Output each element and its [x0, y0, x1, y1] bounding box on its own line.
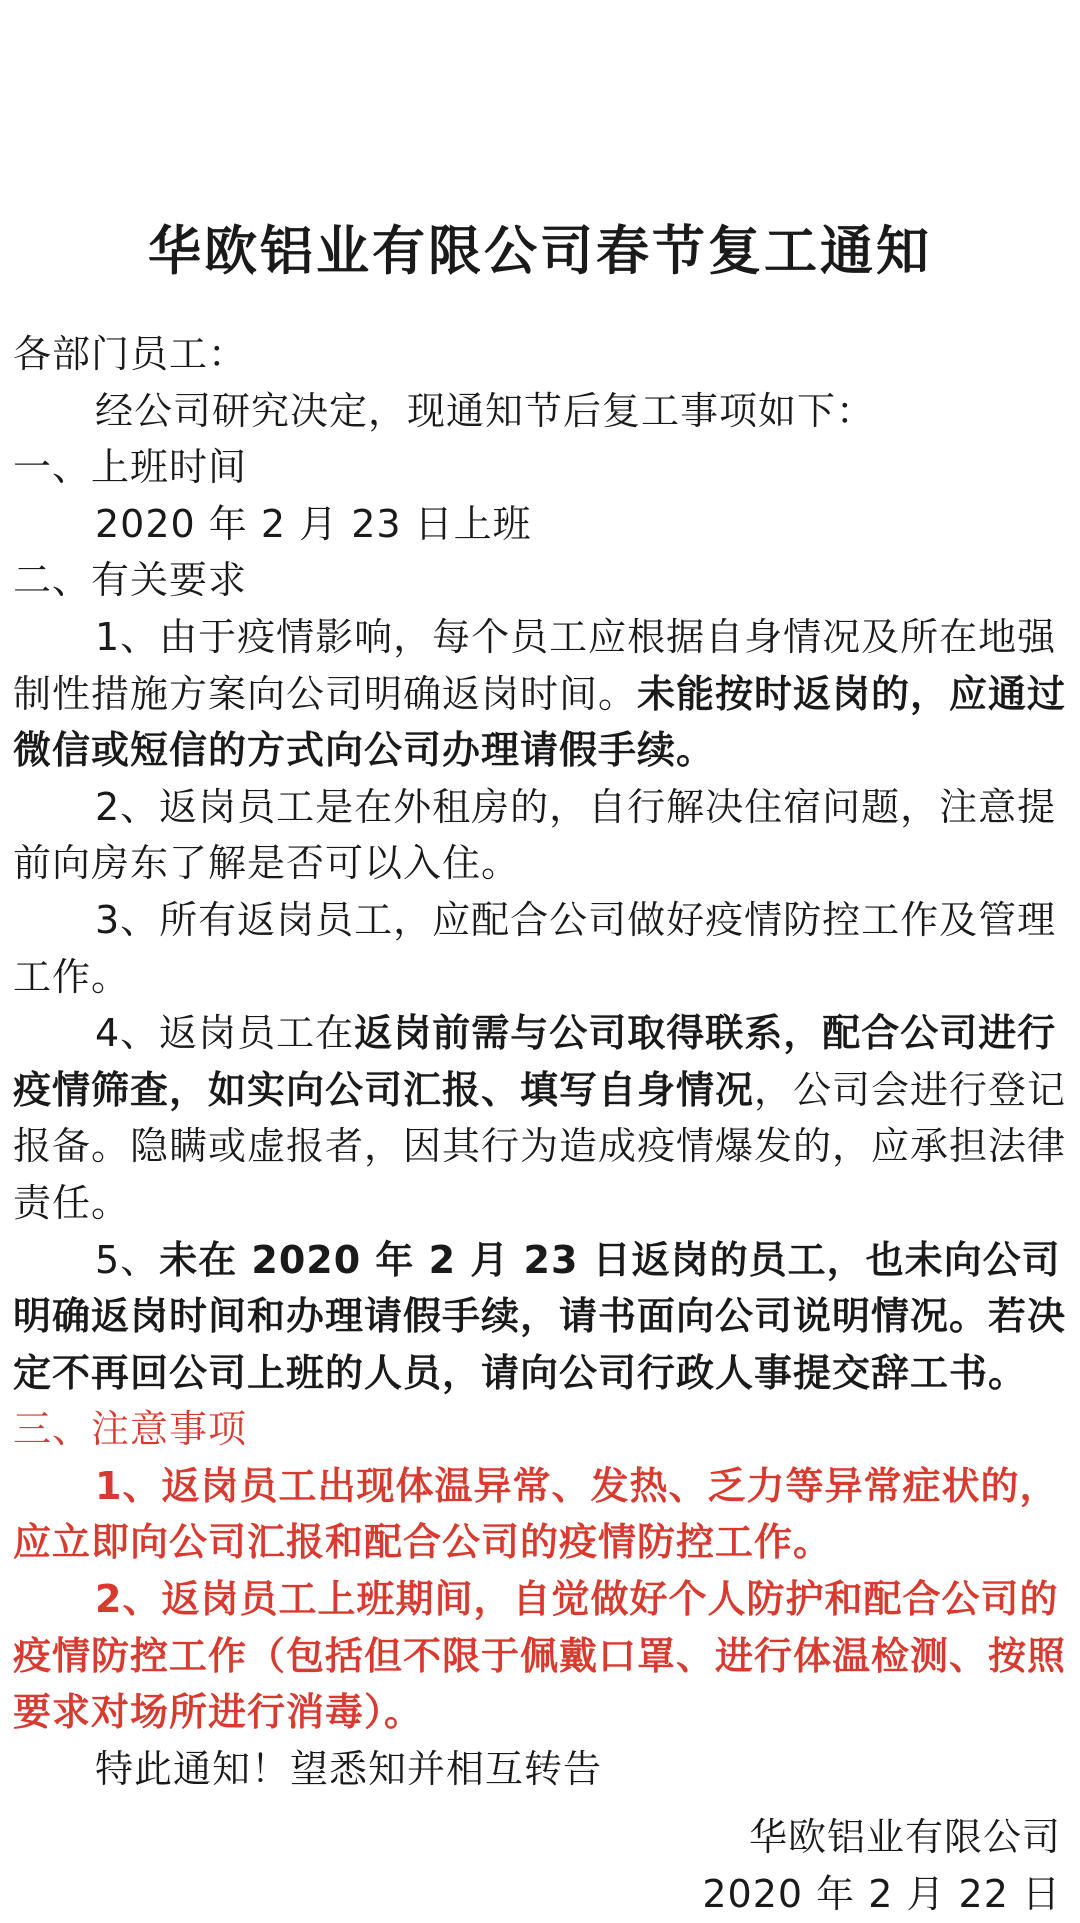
requirement-item-1-bold: 未能按时返岗的，应通过微信或短信的方式向公司办理请假手续。: [13, 671, 1067, 773]
work-start-date: 2020 年 2 月 23 日上班: [95, 501, 532, 546]
requirement-item-1-text: 1、由于疫情影响，每个员工应根据自身情况及所在地强制性措施方案向公司明确返岗时间。: [13, 614, 1057, 716]
notice-item-1-text: 1、返岗员工出现体温异常、发热、乏力等异常症状的，应立即向公司汇报和配合公司的疫情防控工作。: [13, 1463, 1059, 1565]
section1-heading: 一、上班时间: [13, 445, 248, 490]
requirement-item-3: 3、所有返岗员工，应配合公司做好疫情防控工作及管理工作。: [13, 897, 1057, 999]
notice-item-1: [13, 1458, 1069, 1571]
closing-remark: 特此通知！望悉知并相互转告: [95, 1746, 603, 1791]
requirement-item-1: [13, 609, 1069, 779]
requirement-item-5-bold: 未在 2020 年 2 月 23 日返岗的员工，也未向公司明确返岗时间和办理请假手续，请书面向公司说明情况。若决定不再回公司上班的人员，请向公司行政人事提交辞工书。: [13, 1237, 1067, 1395]
notice-item-2: [13, 1571, 1069, 1741]
signature-date: 2020 年 2 月 22 日: [702, 1872, 1061, 1917]
requirement-item-5-pre: 5、: [95, 1237, 160, 1282]
requirement-item-4: [13, 1005, 1069, 1231]
signature-company: 华欧铝业有限公司: [748, 1815, 1061, 1860]
requirement-item-4-pre: 4、返岗员工在: [95, 1011, 355, 1056]
salutation: 各部门员工：: [13, 332, 248, 376]
notice-item-2-text: 2、返岗员工上班期间，自觉做好个人防护和配合公司的疫情防控工作（包括但不限于佩戴口罩、进行体温检测、按照要求对场所进行消毒）。: [13, 1577, 1067, 1735]
notice-body: [13, 326, 1069, 1923]
section2-heading: 二、有关要求: [13, 558, 248, 603]
section3-heading: 三、注意事项: [13, 1407, 248, 1452]
notice-title: 华欧铝业有限公司春节复工通知: [148, 221, 932, 282]
requirement-item-5: [13, 1232, 1069, 1402]
intro-paragraph: 经公司研究决定，现通知节后复工事项如下：: [95, 388, 876, 433]
requirement-item-4-post: ，公司会进行登记报备。隐瞒或虚报者，因其行为造成疫情爆发的，应承担法律责任。: [13, 1067, 1067, 1225]
requirement-item-2: 2、返岗员工是在外租房的，自行解决住宿问题，注意提前向房东了解是否可以入住。: [13, 784, 1057, 886]
requirement-item-4-bold: 返岗前需与公司取得联系，配合公司进行疫情筛查，如实向公司汇报、填写自身情况: [13, 1011, 1057, 1112]
